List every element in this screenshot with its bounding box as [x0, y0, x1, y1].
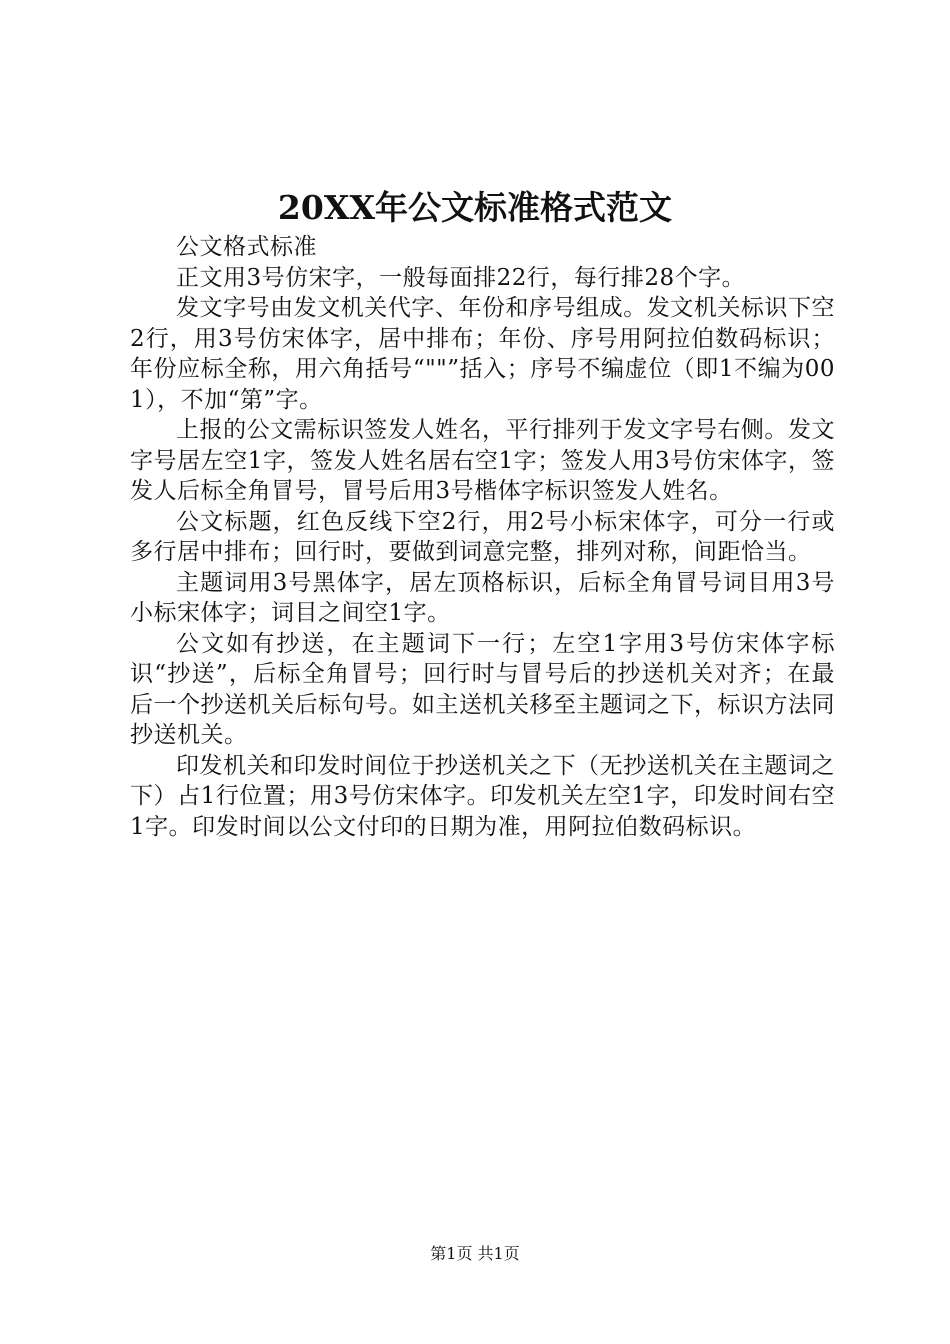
- paragraph: 公文如有抄送，在主题词下一行；左空1字用3号仿宋体字标识“抄送”，后标全角冒号；回行时与冒号后的抄送机关对齐；在最后一个抄送机关后标句号。如主送机关移至主题词之下，标识方法同抄送机关。: [130, 630, 835, 748]
- paragraph: 上报的公文需标识签发人姓名，平行排列于发文字号右侧。发文字号居左空1字，签发人姓名居右空1字；签发人用3号仿宋体字，签发人后标全角冒号，冒号后用3号楷体字标识签发人姓名。: [130, 417, 835, 504]
- paragraph-heading: 公文格式标准: [176, 234, 317, 260]
- document-body: [130, 232, 835, 842]
- paragraph: 印发机关和印发时间位于抄送机关之下（无抄送机关在主题词之下）占1行位置；用3号仿宋体字。印发机关左空1字，印发时间右空1字。印发时间以公文付印的日期为准，用阿拉伯数码标识。: [130, 752, 835, 840]
- paragraph: 主题词用3号黑体字，居左顶格标识，后标全角冒号词目用3号小标宋体字；词目之间空1字。: [130, 569, 835, 626]
- paragraph: 正文用3号仿宋字，一般每面排22行，每行排28个字。: [176, 264, 746, 291]
- paragraph: 公文标题，红色反线下空2行，用2号小标宋体字，可分一行或多行居中排布；回行时，要做到词意完整，排列对称，间距恰当。: [130, 508, 835, 565]
- paragraph: 发文字号由发文机关代字、年份和序号组成。发文机关标识下空2行，用3号仿宋体字，居中排布；年份、序号用阿拉伯数码标识；年份应标全称，用六角括号“""”括入；序号不编虚位（即1不编为001），不加“第”字。: [130, 295, 835, 413]
- document-title: 20XX年公文标准格式范文: [277, 188, 673, 227]
- page-number-footer: 第1页 共1页: [430, 1244, 520, 1263]
